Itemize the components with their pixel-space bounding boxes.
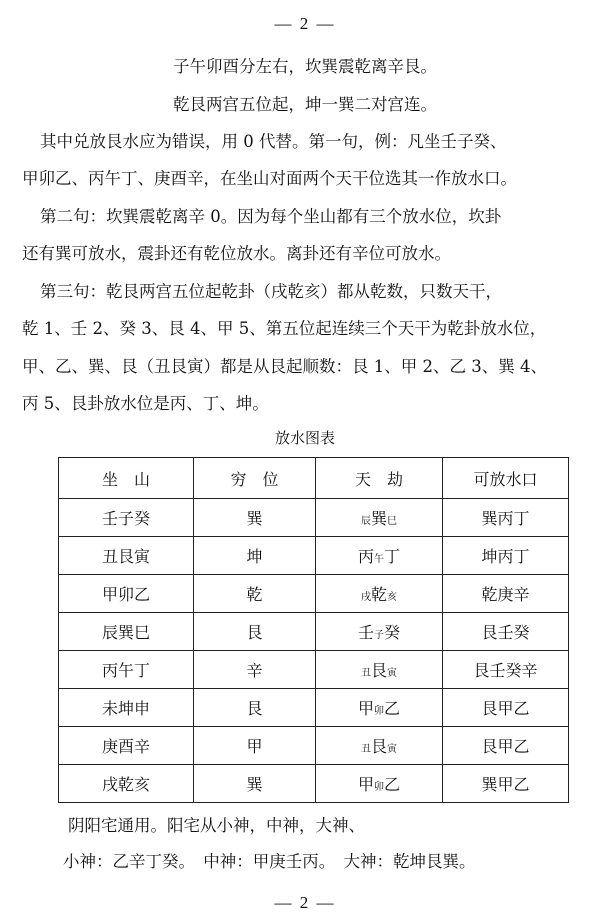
table-row <box>59 727 569 765</box>
jie-pre: 丑 <box>360 744 371 755</box>
jie-main: 甲 <box>357 699 374 718</box>
table-row <box>59 765 569 803</box>
cell-position: 巽 <box>194 499 316 537</box>
cell-jie <box>316 689 443 727</box>
table-row <box>59 651 569 689</box>
body-line-2: 甲卯乙、丙午丁、庚酉辛，在坐山对面两个天干位选其一作放水口。 <box>22 169 517 188</box>
cell-outlet: 乾庚辛 <box>443 575 569 613</box>
cell-position: 艮 <box>194 613 316 651</box>
jie-post: 亥 <box>387 592 397 603</box>
cell-jie <box>316 613 443 651</box>
cell-outlet: 艮甲乙 <box>443 689 569 727</box>
cell-jie <box>316 499 443 537</box>
cell-sitting: 丑艮寅 <box>59 537 194 575</box>
cell-sitting: 丙午丁 <box>59 651 194 689</box>
jie-tail: 乙 <box>384 775 401 794</box>
water-outlet-table <box>58 457 569 803</box>
cell-position: 巽 <box>194 765 316 803</box>
body-line-4: 还有巽可放水，震卦还有乾位放水。离卦还有辛位可放水。 <box>22 244 451 263</box>
jie-tail: 乙 <box>384 699 401 718</box>
cell-outlet: 艮甲乙 <box>443 727 569 765</box>
jie-main: 壬 <box>357 623 374 642</box>
cell-position: 甲 <box>194 727 316 765</box>
jie-pre: 辰 <box>360 516 371 527</box>
cell-sitting: 戌乾亥 <box>59 765 194 803</box>
cell-jie <box>316 651 443 689</box>
jie-main: 艮 <box>370 661 387 680</box>
cell-sitting: 辰巽巳 <box>59 613 194 651</box>
jie-main: 丙 <box>357 547 374 566</box>
header-sitting: 坐 山 <box>59 458 194 499</box>
jie-tail: 丁 <box>384 547 401 566</box>
jie-main: 乾 <box>370 585 387 604</box>
table-caption: 放水图表 <box>274 429 335 447</box>
table-row <box>59 689 569 727</box>
cell-position: 艮 <box>194 689 316 727</box>
page-number-top: — 2 — <box>274 14 336 33</box>
jie-tail: 癸 <box>384 623 401 642</box>
cell-jie <box>316 727 443 765</box>
jie-main: 巽 <box>370 509 387 528</box>
cell-jie <box>316 537 443 575</box>
cell-position: 坤 <box>194 537 316 575</box>
header-jie: 天 劫 <box>316 458 443 499</box>
body-line-7: 甲、乙、巽、艮（丑艮寅）都是从艮起顺数：艮 1、甲 2、乙 3、巽 4、 <box>22 357 547 376</box>
table-row <box>59 537 569 575</box>
cell-outlet: 艮壬癸辛 <box>443 651 569 689</box>
cell-outlet: 巽甲乙 <box>443 765 569 803</box>
jie-main: 甲 <box>357 775 374 794</box>
jie-post: 子 <box>374 630 384 641</box>
cell-sitting: 壬子癸 <box>59 499 194 537</box>
footer-line-1: 阴阳宅通用。阳宅从小神，中神，大神、 <box>68 816 365 835</box>
cell-outlet: 巽丙丁 <box>443 499 569 537</box>
cell-position: 辛 <box>194 651 316 689</box>
table-row <box>59 499 569 537</box>
jie-pre: 丑 <box>360 668 371 679</box>
header-outlet: 可放水口 <box>443 458 569 499</box>
verse-line-2: 乾艮两宫五位起，坤一巽二对宫连。 <box>173 95 437 114</box>
cell-jie <box>316 575 443 613</box>
footer-line-2: 小神：乙辛丁癸。 中神：甲庚壬丙。 大神：乾坤艮巽。 <box>63 852 476 871</box>
body-line-1: 其中兑放艮水应为错误，用 0 代替。第一句，例：凡坐壬子癸、 <box>40 132 507 151</box>
cell-position: 乾 <box>194 575 316 613</box>
cell-jie <box>316 765 443 803</box>
body-line-8: 丙 5、艮卦放水位是丙、丁、坤。 <box>22 394 269 413</box>
jie-post: 寅 <box>387 668 397 679</box>
jie-post: 寅 <box>387 744 397 755</box>
cell-sitting: 庚酉辛 <box>59 727 194 765</box>
table-row <box>59 613 569 651</box>
header-position: 穷 位 <box>194 458 316 499</box>
body-line-6: 乾 1、壬 2、癸 3、艮 4、甲 5、第五位起连续三个天干为乾卦放水位， <box>22 319 547 338</box>
cell-outlet: 坤丙丁 <box>443 537 569 575</box>
cell-sitting: 甲卯乙 <box>59 575 194 613</box>
body-line-3: 第二句：坎巽震乾离辛 0。因为每个坐山都有三个放水位，坎卦 <box>40 207 502 226</box>
cell-outlet: 艮壬癸 <box>443 613 569 651</box>
table-row <box>59 575 569 613</box>
cell-sitting: 未坤申 <box>59 689 194 727</box>
jie-pre: 戌 <box>360 592 371 603</box>
body-line-5: 第三句：乾艮两宫五位起乾卦（戌乾亥）都从乾数，只数天干， <box>40 282 502 301</box>
jie-post: 卯 <box>374 782 384 793</box>
jie-post: 卯 <box>374 706 384 717</box>
table-header-row <box>59 458 569 499</box>
jie-main: 艮 <box>370 737 387 756</box>
jie-post: 午 <box>374 554 384 565</box>
verse-line-1: 子午卯酉分左右，坎巽震乾离辛艮。 <box>173 57 437 76</box>
page-number-bottom: — 2 — <box>274 893 336 912</box>
jie-post: 巳 <box>387 516 397 527</box>
